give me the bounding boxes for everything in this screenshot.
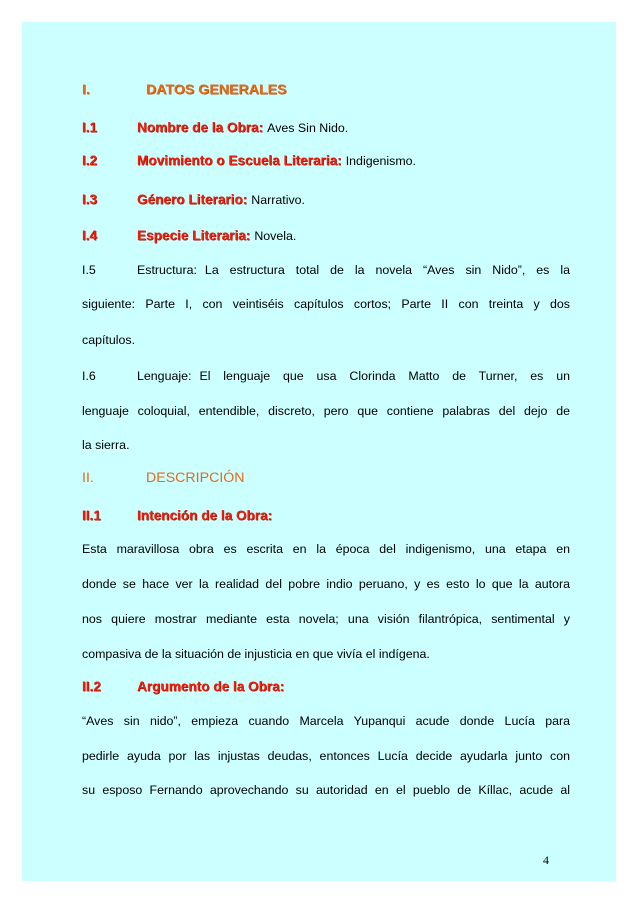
item-label: Movimiento o Escuela Literaria: bbox=[137, 153, 342, 168]
paragraph-line: siguiente: Parte I, con veintiséis capítulos cortos; Parte II con treinta y dos bbox=[82, 297, 570, 311]
item-estructura bbox=[82, 261, 570, 279]
item-label: Nombre de la Obra: bbox=[137, 120, 264, 135]
subsection-number: II.1 bbox=[82, 508, 101, 523]
paragraph-line: lenguaje coloquial, entendible, discreto, pero que contiene palabras del dejo de bbox=[82, 404, 570, 418]
item-text: La estructura total de la novela “Aves sin Nido”, es la bbox=[204, 263, 570, 277]
item-text: El lenguaje que usa Clorinda Matto de Turner, es un bbox=[199, 369, 570, 383]
subsection-title: Intención de la Obra: bbox=[137, 508, 273, 523]
item-number: I.1 bbox=[82, 120, 98, 135]
item-value: Aves Sin Nido. bbox=[267, 121, 349, 135]
paragraph-line: compasiva de la situación de injusticia en que vivía el indígena. bbox=[82, 647, 430, 661]
paragraph-line: capítulos. bbox=[82, 333, 136, 347]
subsection-number: II.2 bbox=[82, 679, 101, 694]
subsection-title: Argumento de la Obra: bbox=[137, 679, 285, 694]
item-value: Novela. bbox=[254, 229, 297, 243]
paragraph-line: Esta maravillosa obra es escrita en la época del indigenismo, una etapa en bbox=[82, 542, 570, 556]
item-lenguaje bbox=[82, 367, 570, 385]
paragraph-line: “Aves sin nido”, empieza cuando Marcela Yupanqui acude donde Lucía para bbox=[82, 714, 570, 728]
item-label: Género Literario: bbox=[137, 192, 248, 207]
paragraph-line: pedirle ayuda por las injustas deudas, entonces Lucía decide ayudarla junto con bbox=[82, 749, 570, 763]
item-label: Estructura: bbox=[137, 263, 197, 277]
paragraph-line: la sierra. bbox=[82, 438, 130, 452]
section-title: DESCRIPCIÓN bbox=[146, 470, 245, 486]
item-value: Indigenismo. bbox=[345, 154, 416, 168]
item-number: I.4 bbox=[82, 228, 98, 243]
document-page bbox=[22, 22, 616, 881]
item-number: I.3 bbox=[82, 192, 98, 207]
item-number: I.2 bbox=[82, 153, 98, 168]
section-title: DATOS GENERALES bbox=[146, 82, 287, 98]
paragraph-line: su esposo Fernando aprovechando su autoridad en el pueblo de Kíllac, acude al bbox=[82, 783, 570, 797]
paragraph-line: donde se hace ver la realidad del pobre indio peruano, y es esto lo que la autora bbox=[82, 577, 570, 591]
item-number: I.6 bbox=[82, 369, 96, 383]
paragraph-line: nos quiere mostrar mediante esta novela; una visión filantrópica, sentimental y bbox=[82, 612, 570, 626]
item-number: I.5 bbox=[82, 263, 96, 277]
section-number: II. bbox=[82, 470, 94, 486]
item-label: Especie Literaria: bbox=[137, 228, 251, 243]
page-number: 4 bbox=[543, 853, 549, 867]
section-number: I. bbox=[82, 82, 90, 98]
item-value: Narrativo. bbox=[251, 193, 306, 207]
item-label: Lenguaje: bbox=[137, 369, 192, 383]
